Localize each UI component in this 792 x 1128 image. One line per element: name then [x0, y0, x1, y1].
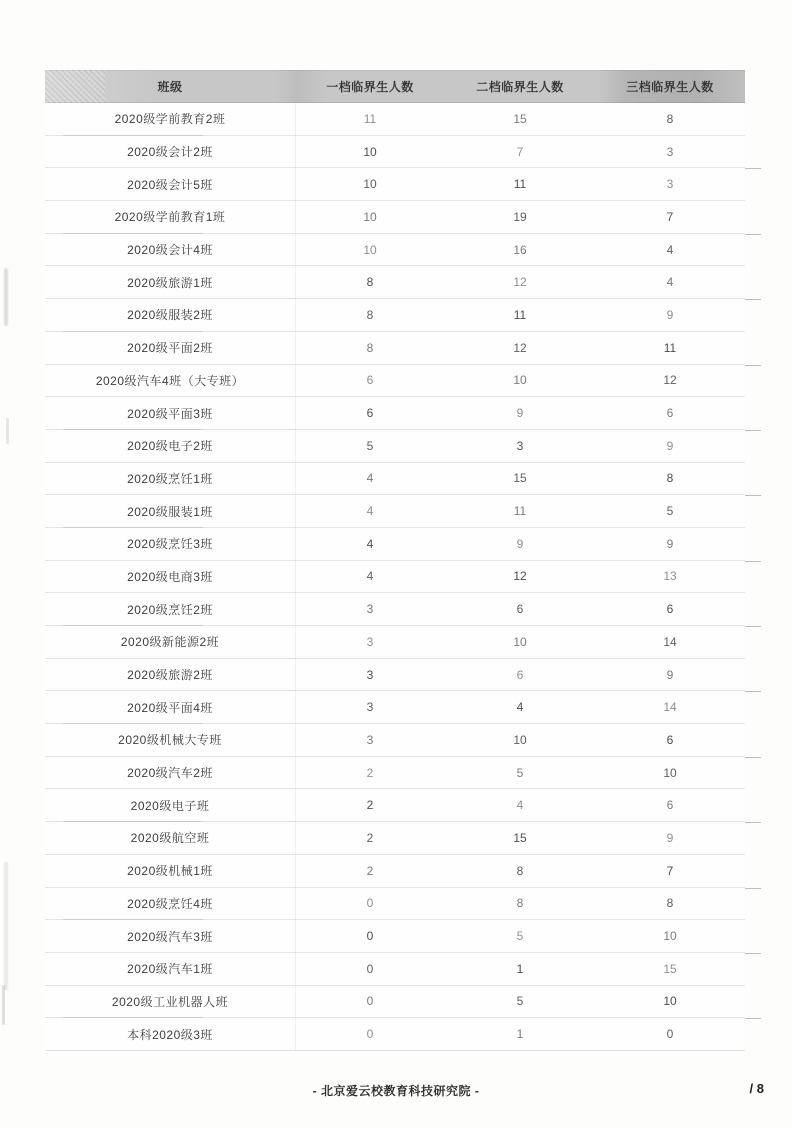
- count-cell: 9: [666, 536, 674, 551]
- scan-artifact: [6, 418, 9, 444]
- page-footer: [0, 1082, 792, 1100]
- count-cell: 3: [366, 732, 374, 747]
- count-cell: 10: [663, 994, 677, 1009]
- class-name-cell: 2020级烹饪2班: [127, 602, 213, 617]
- count-cell: 8: [666, 471, 674, 486]
- count-cell: 10: [513, 634, 527, 649]
- count-cell: 11: [363, 111, 377, 126]
- scan-artifact: [4, 268, 8, 326]
- count-cell: 12: [513, 340, 527, 355]
- count-cell: 4: [516, 798, 524, 813]
- count-cell: 8: [516, 863, 524, 878]
- scan-artifact: [2, 985, 5, 1025]
- class-name-cell: 本科2020级3班: [127, 1027, 213, 1042]
- class-name-cell: 2020级会计2班: [127, 145, 213, 160]
- count-cell: 19: [513, 209, 527, 224]
- count-cell: 15: [513, 830, 527, 845]
- count-cell: 6: [516, 602, 524, 617]
- header-tier2-count: 二档临界生人数: [476, 80, 564, 94]
- count-cell: 0: [366, 929, 374, 944]
- class-name-cell: 2020级电子2班: [127, 439, 213, 454]
- count-cell: 6: [666, 798, 674, 813]
- count-cell: 3: [366, 700, 374, 715]
- table-row: [45, 430, 745, 463]
- count-cell: 2: [366, 830, 374, 845]
- count-cell: 11: [513, 504, 527, 519]
- count-cell: 0: [366, 896, 374, 911]
- count-cell: 10: [363, 209, 377, 224]
- table-row: [45, 757, 745, 790]
- table-row: [45, 266, 745, 299]
- count-cell: 6: [666, 732, 674, 747]
- count-cell: 0: [366, 994, 374, 1009]
- count-cell: 11: [663, 340, 677, 355]
- count-cell: 12: [513, 569, 527, 584]
- table-row: [45, 724, 745, 757]
- count-cell: 9: [516, 406, 524, 421]
- count-cell: 10: [663, 929, 677, 944]
- class-name-cell: 2020级机械大专班: [118, 733, 222, 748]
- count-cell: 6: [516, 667, 524, 682]
- class-name-cell: 2020级服装1班: [127, 504, 213, 519]
- table-row: [45, 103, 745, 136]
- count-cell: 8: [366, 307, 374, 322]
- class-name-cell: 2020级旅游2班: [127, 668, 213, 683]
- table-row: [45, 659, 745, 692]
- count-cell: 8: [516, 896, 524, 911]
- count-cell: 8: [366, 340, 374, 355]
- count-cell: 4: [366, 536, 374, 551]
- table-row: [45, 201, 745, 234]
- class-name-cell: 2020级烹饪4班: [127, 896, 213, 911]
- table-row: [45, 953, 745, 986]
- class-name-cell: 2020级烹饪1班: [127, 471, 213, 486]
- table-header-row: [45, 70, 745, 103]
- class-name-cell: 2020级平面2班: [127, 341, 213, 356]
- count-cell: 4: [666, 275, 674, 290]
- count-cell: 5: [516, 929, 524, 944]
- class-name-cell: 2020级服装2班: [127, 308, 213, 323]
- critical-students-table: [45, 70, 745, 1051]
- table-row: [45, 691, 745, 724]
- header-class: 班级: [157, 80, 183, 94]
- table-row: [45, 822, 745, 855]
- table-row: [45, 561, 745, 594]
- count-cell: 10: [663, 765, 677, 780]
- count-cell: 14: [663, 634, 677, 649]
- count-cell: 0: [366, 961, 374, 976]
- table-row: [45, 332, 745, 365]
- table-row: [45, 463, 745, 496]
- class-name-cell: 2020级汽车1班: [127, 962, 213, 977]
- count-cell: 12: [513, 275, 527, 290]
- count-cell: 2: [366, 863, 374, 878]
- count-cell: 4: [516, 700, 524, 715]
- table-row: [45, 888, 745, 921]
- count-cell: 11: [513, 177, 527, 192]
- count-cell: 12: [663, 373, 677, 388]
- count-cell: 7: [666, 863, 674, 878]
- count-cell: 16: [513, 242, 527, 257]
- count-cell: 3: [666, 177, 674, 192]
- count-cell: 8: [666, 896, 674, 911]
- count-cell: 0: [666, 1027, 674, 1042]
- count-cell: 10: [363, 242, 377, 257]
- count-cell: 8: [666, 111, 674, 126]
- count-cell: 3: [366, 602, 374, 617]
- table-row: [45, 495, 745, 528]
- table-row: [45, 234, 745, 267]
- count-cell: 0: [366, 1027, 374, 1042]
- count-cell: 9: [666, 438, 674, 453]
- table-row: [45, 789, 745, 822]
- table-row: [45, 528, 745, 561]
- count-cell: 10: [363, 177, 377, 192]
- table-row: [45, 593, 745, 626]
- header-tier3-count: 三档临界生人数: [626, 80, 714, 94]
- count-cell: 15: [663, 961, 677, 976]
- table-row: [45, 168, 745, 201]
- count-cell: 10: [363, 144, 377, 159]
- count-cell: 6: [666, 406, 674, 421]
- count-cell: 3: [366, 667, 374, 682]
- class-name-cell: 2020级学前教育2班: [114, 112, 226, 127]
- column-divider-line: [295, 103, 296, 1051]
- count-cell: 9: [666, 830, 674, 845]
- count-cell: 4: [366, 471, 374, 486]
- table-row: [45, 626, 745, 659]
- count-cell: 6: [366, 373, 374, 388]
- count-cell: 11: [513, 307, 527, 322]
- footer-organization: - 北京爱云校教育科技研究院 -: [312, 1084, 480, 1098]
- table-body: [45, 103, 745, 1051]
- class-name-cell: 2020级平面3班: [127, 406, 213, 421]
- class-name-cell: 2020级平面4班: [127, 700, 213, 715]
- class-name-cell: 2020级汽车4班（大专班）: [95, 373, 245, 388]
- count-cell: 3: [516, 438, 524, 453]
- count-cell: 5: [516, 765, 524, 780]
- table-row: [45, 365, 745, 398]
- class-name-cell: 2020级学前教育1班: [114, 210, 226, 225]
- count-cell: 5: [666, 504, 674, 519]
- count-cell: 2: [366, 798, 374, 813]
- class-name-cell: 2020级会计4班: [127, 243, 213, 258]
- class-name-cell: 2020级汽车2班: [127, 766, 213, 781]
- count-cell: 1: [516, 1027, 524, 1042]
- count-cell: 14: [663, 700, 677, 715]
- count-cell: 15: [513, 471, 527, 486]
- table-row: [45, 136, 745, 169]
- count-cell: 7: [666, 209, 674, 224]
- table-row: [45, 397, 745, 430]
- class-name-cell: 2020级新能源2班: [120, 635, 220, 650]
- count-cell: 9: [666, 307, 674, 322]
- count-cell: 13: [663, 569, 677, 584]
- count-cell: 10: [513, 373, 527, 388]
- count-cell: 7: [516, 144, 524, 159]
- class-name-cell: 2020级旅游1班: [127, 275, 213, 290]
- count-cell: 15: [513, 111, 527, 126]
- class-name-cell: 2020级工业机器人班: [111, 994, 229, 1009]
- count-cell: 3: [366, 634, 374, 649]
- class-name-cell: 2020级会计5班: [127, 177, 213, 192]
- count-cell: 4: [366, 569, 374, 584]
- table-row: [45, 299, 745, 332]
- count-cell: 1: [516, 961, 524, 976]
- page-number: / 8: [749, 1081, 764, 1096]
- count-cell: 3: [666, 144, 674, 159]
- class-name-cell: 2020级烹饪3班: [127, 537, 213, 552]
- table-row: [45, 920, 745, 953]
- count-cell: 6: [666, 602, 674, 617]
- class-name-cell: 2020级电商3班: [127, 569, 213, 584]
- count-cell: 4: [666, 242, 674, 257]
- count-cell: 5: [516, 994, 524, 1009]
- count-cell: 9: [516, 536, 524, 551]
- count-cell: 5: [366, 438, 374, 453]
- count-cell: 8: [366, 275, 374, 290]
- header-tier1-count: 一档临界生人数: [326, 80, 414, 94]
- count-cell: 10: [513, 732, 527, 747]
- class-name-cell: 2020级机械1班: [127, 864, 213, 879]
- count-cell: 9: [666, 667, 674, 682]
- class-name-cell: 2020级航空班: [130, 831, 210, 846]
- table-row: [45, 986, 745, 1019]
- count-cell: 6: [366, 406, 374, 421]
- table-row: [45, 1018, 745, 1051]
- table-row: [45, 855, 745, 888]
- count-cell: 4: [366, 504, 374, 519]
- scan-artifact: [4, 862, 8, 990]
- class-name-cell: 2020级电子班: [130, 798, 210, 813]
- count-cell: 2: [366, 765, 374, 780]
- class-name-cell: 2020级汽车3班: [127, 929, 213, 944]
